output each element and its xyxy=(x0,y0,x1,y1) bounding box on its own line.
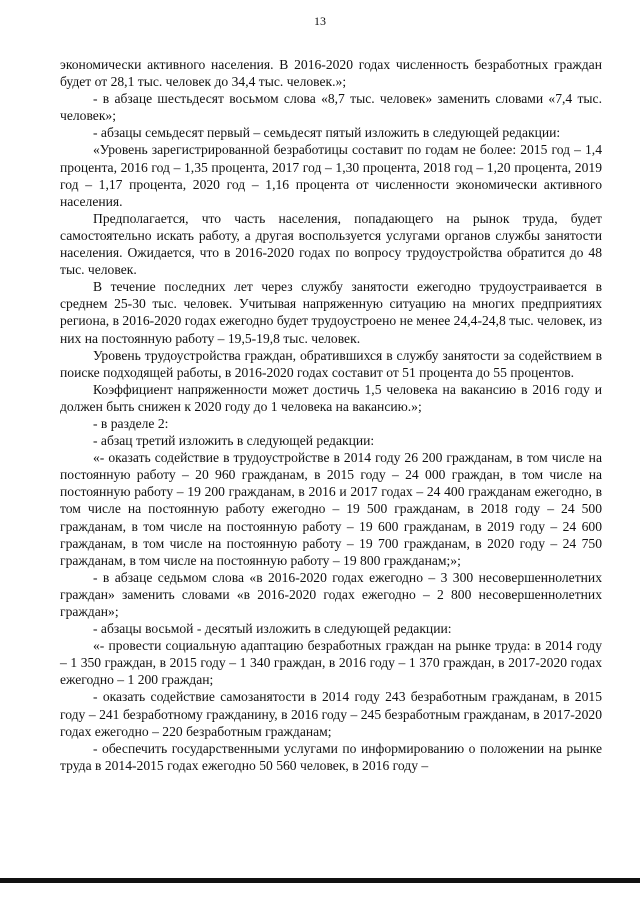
paragraph-third-clause: - абзац третий изложить в следующей редакции: xyxy=(93,433,375,449)
paragraph-labor-market-info: - обеспечить государственными услугами по информированию о положении на рынке труда в 2014-2015 годах ежегодно 50 560 человек, в 2016 году – xyxy=(60,740,602,773)
paragraph-section-2: - в разделе 2: xyxy=(93,415,169,431)
paragraph-seventh-clause: - в абзаце седьмом слова «в 2016-2020 годах ежегодно – 3 300 несовершеннолетних граждан» заменить словами «в 2016-2020 годах ежегодно – 2 800 несовершеннолетних граждан»; xyxy=(60,569,602,619)
paragraph-eighth-tenth-clauses: - абзацы восьмой - десятый изложить в следующей редакции: xyxy=(93,621,452,637)
page-number: 13 xyxy=(314,14,326,28)
paragraph-amendment-71-75: - абзацы семьдесят первый – семьдесят пятый изложить в следующей редакции: xyxy=(93,125,561,141)
bottom-scan-border xyxy=(0,878,640,883)
paragraph-job-seekers: Предполагается, что часть населения, попадающего на рынок труда, будет самостоятельно искать работу, а другая воспользуется услугами органов службы занятости населения. Ожидается, что в 2016-2020 годах по вопросу трудоустройства обратится до 48 тыс. человек. xyxy=(60,210,602,278)
document-body xyxy=(60,56,602,774)
paragraph-amendment-68: - в абзаце шестьдесят восьмом слова «8,7 тыс. человек» заменить словами «7,4 тыс. человек»; xyxy=(60,91,602,124)
paragraph-self-employment: - оказать содействие самозанятости в 2014 году 243 безработным гражданам, в 2015 году – 241 безработному гражданину, в 2016 году – 245 безработным гражданам, в 2017-2020 годах ежегодно – 220 безработным гражданам; xyxy=(60,689,602,739)
paragraph-continuation: экономически активного населения. В 2016-2020 годах численность безработных граждан будет от 28,1 тыс. человек до 34,4 тыс. человек.»; xyxy=(60,57,602,90)
paragraph-employment-service: В течение последних лет через службу занятости ежегодно трудоустраивается в среднем 25-30 тыс. человек. Учитывая напряженную ситуацию на многих предприятиях региона, в 2016-2020 годах ежегодно будет трудоустроено не менее 24,4-24,8 тыс. человек, из них на постоянную работу – 19,5-19,8 тыс. человек. xyxy=(60,279,602,346)
paragraph-tension-coefficient: Коэффициент напряженности может достичь 1,5 человека на вакансию в 2016 году и должен быть снижен к 2020 году до 1 человека на вакансию.»; xyxy=(60,381,602,414)
paragraph-job-assistance: «- оказать содействие в трудоустройстве в 2014 году 26 200 гражданам, в том числе на постоянную работу – 20 960 гражданам, в 2015 году – 24 000 граждан, в том числе на постоянную работу – 19 200 гражданам, в 2016 и 2017 годах – 24 400 гражданам ежегодно, в том числе на постоянную работу ежегодно – 19 500 гражданам, в 2018 году – 24 500 гражданам, в том числе на постоянную работу – 19 600 гражданам, в 2019 году – 24 600 гражданам, в том числе на постоянную работу – 19 700 гражданам, в 2020 году – 24 750 гражданам, в том числе на постоянную работу – 19 800 гражданам;»; xyxy=(60,450,602,568)
paragraph-unemployment-level: «Уровень зарегистрированной безработицы составит по годам не более: 2015 год – 1,4 процента, 2016 год – 1,35 процента, 2017 год – 1,30 процента, 2018 год – 1,20 процента, 2019 год – 1,17 процента, 2020 год – 1,16 процента от численности экономически активного населения. xyxy=(60,142,602,209)
paragraph-employment-rate: Уровень трудоустройства граждан, обратившихся в службу занятости за содействием в поиске подходящей работы, в 2016-2020 годах составит от 51 процента до 55 процентов. xyxy=(60,347,602,380)
paragraph-social-adaptation: «- провести социальную адаптацию безработных граждан на рынке труда: в 2014 году – 1 350 граждан, в 2015 году – 1 340 граждан, в 2016 году – 1 370 граждан, в 2017-2020 годах ежегодно – 1 200 граждан; xyxy=(60,638,602,688)
